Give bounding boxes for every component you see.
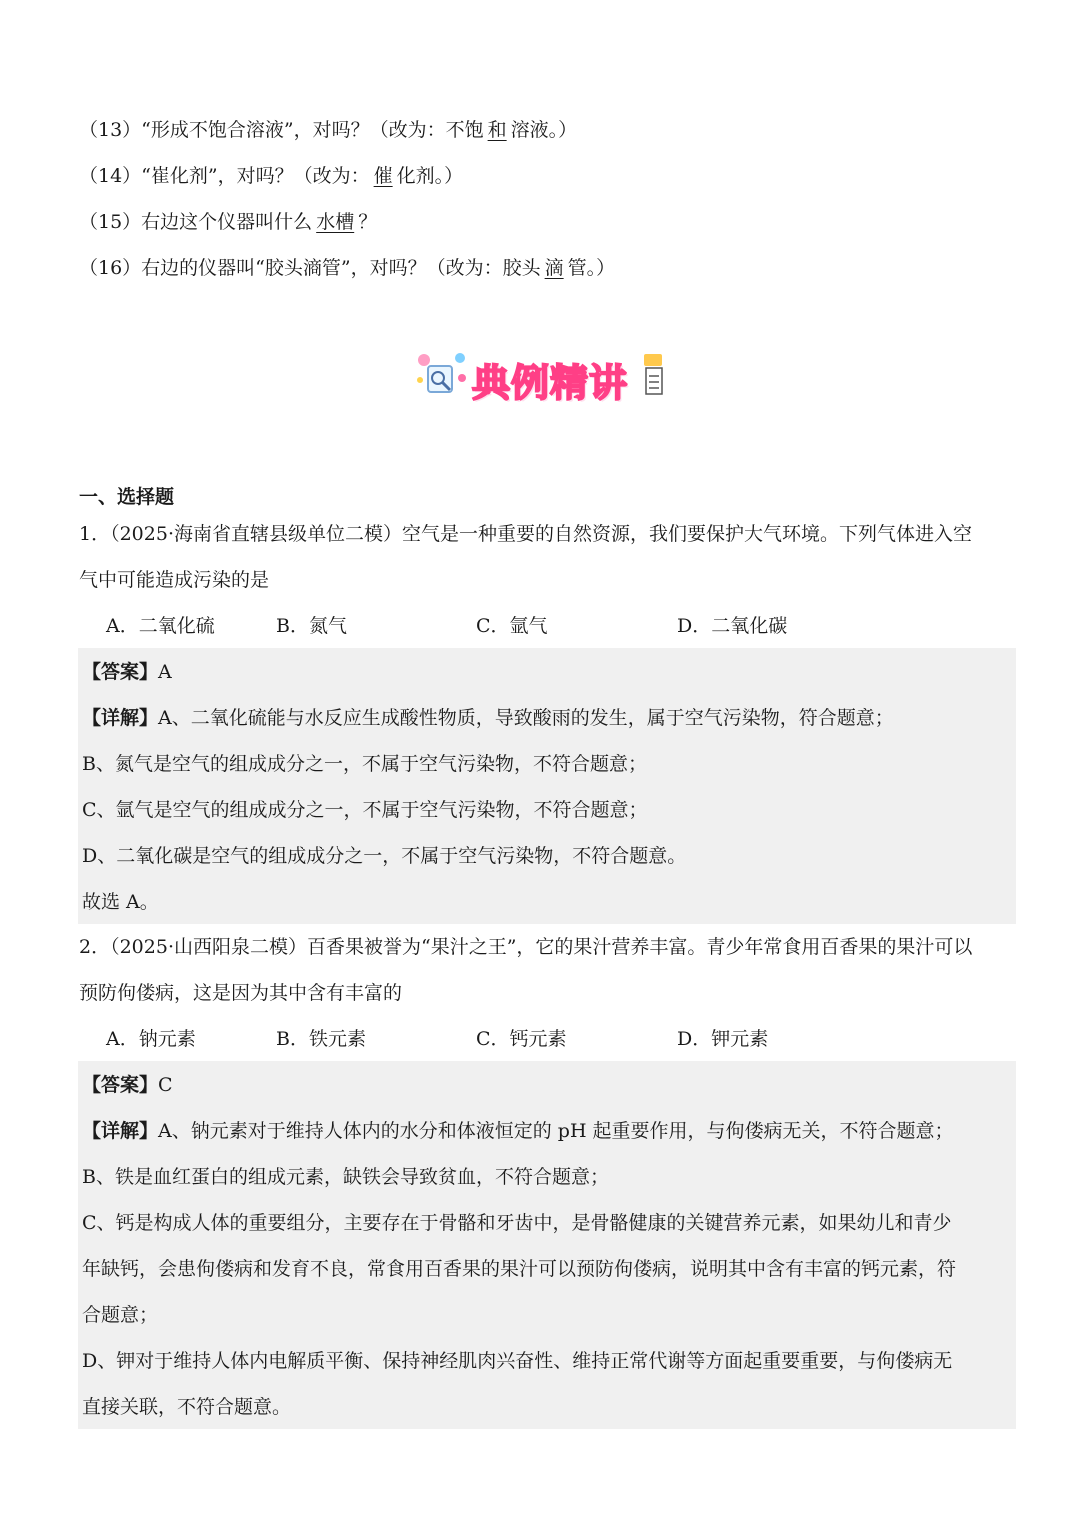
option-a: A．钠元素 [106, 1028, 196, 1050]
detail-line: 年缺钙，会患佝偻病和发育不良，常食用百香果的果汁可以预防佝偻病，说明其中含有丰富的钙元素，符 [82, 1258, 957, 1280]
detail-text: A、二氧化硫能与水反应生成酸性物质，导致酸雨的发生，属于空气污染物，符合题意； [158, 707, 894, 729]
detail-line: B、铁是血红蛋白的组成元素，缺铁会导致贫血，不符合题意； [82, 1166, 609, 1188]
question-2-stem-cont: 预防佝偻病，这是因为其中含有丰富的 [79, 982, 403, 1004]
detail-text: A、钠元素对于维持人体内的水分和体液恒定的 pH 起重要作用，与佝偻病无关，不符合题意； [158, 1120, 954, 1142]
answer-value: A [158, 661, 172, 683]
answer-label: 【答案】 [82, 661, 159, 683]
review-text: ？ [358, 211, 378, 233]
detail-label: 【详解】 [82, 1120, 159, 1142]
option-d: D．钾元素 [677, 1028, 769, 1050]
option-c: C．钙元素 [476, 1028, 567, 1050]
option-d: D．二氧化碳 [677, 615, 788, 637]
detail-line [82, 1117, 954, 1145]
review-text: 溶液。） [510, 119, 578, 141]
question-2-options [0, 1025, 1080, 1053]
answer-line [82, 658, 172, 686]
option-a: A．二氧化硫 [106, 615, 215, 637]
review-text: 化剂。） [396, 165, 464, 187]
review-text: （16）右边的仪器叫“胶头滳管”，对吗？（改为：胶头 [79, 257, 541, 279]
answer-value: C [158, 1074, 173, 1096]
option-b: B．氮气 [276, 615, 347, 637]
lab-icon [414, 350, 470, 402]
review-item-16 [79, 254, 615, 282]
question-2-stem: 2．（2025·山西阳泉二模）百香果被誉为“果汁之王”，它的果汁营养丰富。青少年常食用百香果的果汁可以 [79, 936, 973, 958]
detail-line: 直接关联，不符合题意。 [82, 1396, 292, 1418]
question-1-stem: 1．（2025·海南省直辖县级单位二模）空气是一种重要的自然资源，我们要保护大气环境。下列气体进入空 [79, 523, 972, 545]
review-answer: 催 [373, 165, 393, 187]
review-item-13 [79, 116, 577, 144]
answer-line [82, 1071, 173, 1099]
option-c: C．氩气 [476, 615, 548, 637]
question-1-options [0, 612, 1080, 640]
answer-box-2 [78, 1061, 1016, 1429]
detail-line: 合题意； [82, 1304, 159, 1326]
review-answer: 水槽 [316, 211, 355, 233]
option-b: B．铁元素 [276, 1028, 366, 1050]
detail-line [82, 704, 894, 732]
review-answer: 滴 [544, 257, 564, 279]
review-answer: 和 [487, 119, 507, 141]
banner-title: 典例精讲 [472, 361, 629, 405]
review-text: （15）右边这个仪器叫什么 [79, 211, 313, 233]
detail-line: C、钙是构成人体的重要组分，主要存在于骨骼和牙齿中，是骨骼健康的关键营养元素，如果幼儿和青少 [82, 1212, 952, 1234]
answer-box-1 [78, 648, 1016, 924]
detail-line: D、钾对于维持人体内电解质平衡、保持神经肌肉兴奋性、维持正常代谢等方面起重要重要，与佝偻病无 [82, 1350, 953, 1372]
answer-label: 【答案】 [82, 1074, 159, 1096]
detail-line: D、二氧化碳是空气的组成成分之一，不属于空气污染物，不符合题意。 [82, 845, 687, 867]
section-banner [414, 350, 668, 405]
detail-line: C、氩气是空气的组成成分之一，不属于空气污染物，不符合题意； [82, 799, 648, 821]
review-text: 管。） [567, 257, 616, 279]
review-text: （14）“崔化剂”，对吗？（改为： [79, 165, 370, 187]
section-title: 一、选择题 [79, 486, 175, 508]
review-item-15 [79, 208, 377, 236]
question-1-stem-cont: 气中可能造成污染的是 [79, 569, 270, 591]
review-text: （13）“形成不饱合溶液”，对吗？（改为：不饱 [79, 119, 484, 141]
detail-line: B、氮气是空气的组成成分之一，不属于空气污染物，不符合题意； [82, 753, 647, 775]
book-icon [640, 352, 670, 400]
detail-label: 【详解】 [82, 707, 159, 729]
review-item-14 [79, 162, 463, 190]
detail-line: 故选 A。 [82, 891, 159, 913]
